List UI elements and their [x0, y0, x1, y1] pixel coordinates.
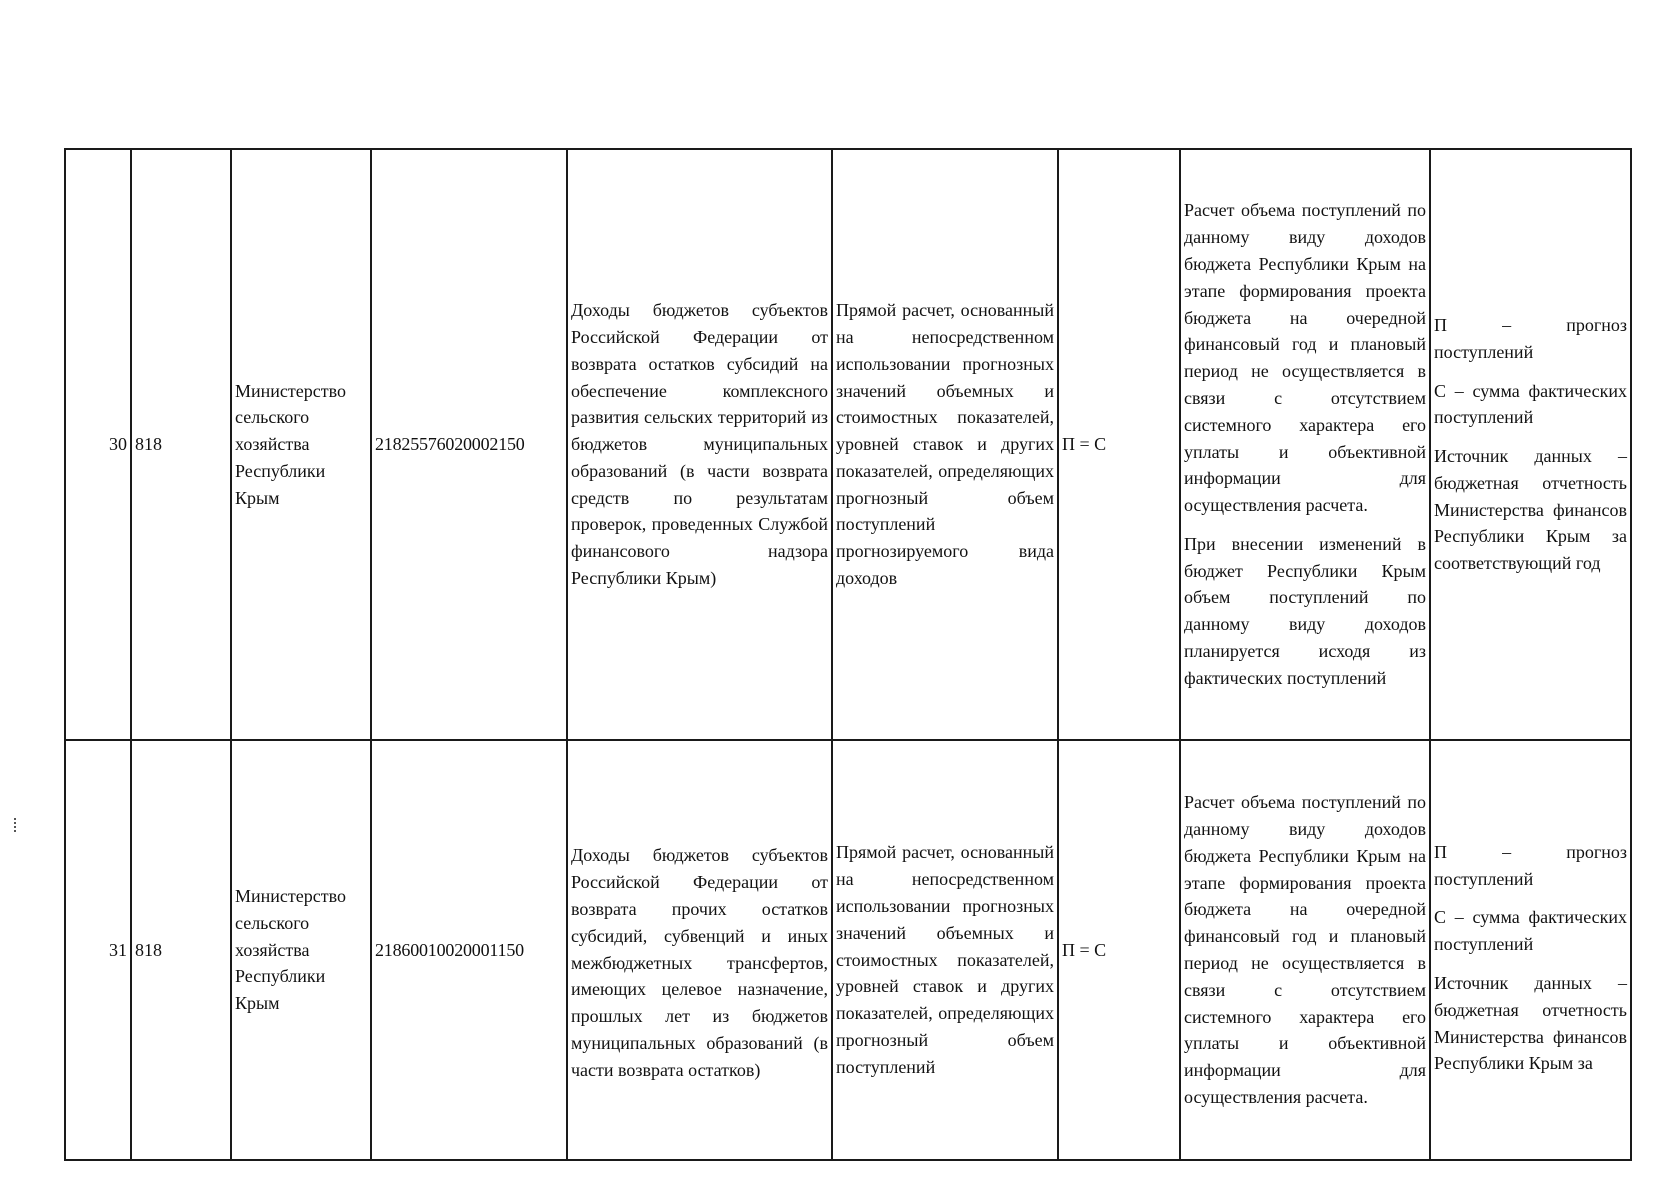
indicator-paragraph: П – прогноз поступлений — [1434, 841, 1627, 889]
indicators-cell — [1430, 740, 1631, 1160]
admin-code-cell: 818 — [131, 740, 231, 1160]
row-number-cell: 30 — [65, 149, 131, 740]
row-number-cell: 31 — [65, 740, 131, 1160]
scan-edge-mark — [14, 818, 18, 832]
algorithm-paragraph: Расчет объема поступлений по данному виду доходов бюджета Республики Крым на этапе формирования проекта бюджета на очередной финансовый год и плановый период не осуществляется в связи с отсутствием системного характера его уплаты и объективной информации для осуществления расчета. — [1184, 792, 1426, 1107]
indicator-paragraph: Источник данных – бюджетная отчетность Министерства финансов Республики Крым за соответствующий год — [1434, 446, 1627, 574]
income-forecast-table — [64, 148, 1632, 1161]
indicators-cell — [1430, 149, 1631, 740]
algorithm-paragraph: При внесении изменений в бюджет Республики Крым объем поступлений по данному виду доходов планируется исходя из фактических поступлений — [1184, 533, 1426, 688]
budget-code-cell: 21825576020002150 — [371, 149, 567, 740]
indicator-paragraph: П – прогноз поступлений — [1434, 314, 1627, 362]
indicator-paragraph: С – сумма фактических поступлений — [1434, 907, 1627, 955]
budget-code-cell: 21860010020001150 — [371, 740, 567, 1160]
calculation-algorithm-cell — [1180, 149, 1430, 740]
calculation-method-cell: Прямой расчет, основанный на непосредственном использовании прогнозных значений объемных и стоимостных показателей, уровней ставок и других показателей, определяющих прогнозный объем поступлений прогнозируемого вида доходов — [832, 149, 1058, 740]
formula-cell: П = С — [1058, 149, 1180, 740]
income-name-cell: Доходы бюджетов субъектов Российской Федерации от возврата остатков субсидий на обеспечение комплексного развития сельских территорий из бюджетов муниципальных образований (в части возврата средств по результатам проверок, проведенных Службой финансового надзора Республики Крым) — [567, 149, 832, 740]
formula-cell: П = С — [1058, 740, 1180, 1160]
table-row — [65, 149, 1631, 740]
organization-cell: Министерство сельского хозяйства Республики Крым — [231, 149, 371, 740]
indicator-paragraph: Источник данных – бюджетная отчетность Министерства финансов Республики Крым за — [1434, 973, 1627, 1074]
calculation-algorithm-cell — [1180, 740, 1430, 1160]
algorithm-paragraph: Расчет объема поступлений по данному виду доходов бюджета Республики Крым на этапе формирования проекта бюджета на очередной финансовый год и плановый период не осуществляется в связи с отсутствием системного характера его уплаты и объективной информации для осуществления расчета. — [1184, 200, 1426, 516]
calculation-method-cell: Прямой расчет, основанный на непосредственном использовании прогнозных значений объемных и стоимостных показателей, уровней ставок и других показателей, определяющих прогнозный объем поступлений — [832, 740, 1058, 1160]
income-name-cell: Доходы бюджетов субъектов Российской Федерации от возврата прочих остатков субсидий, субвенций и иных межбюджетных трансфертов, имеющих целевое назначение, прошлых лет из бюджетов муниципальных образований (в части возврата остатков) — [567, 740, 832, 1160]
indicator-paragraph: С – сумма фактических поступлений — [1434, 380, 1627, 428]
organization-cell: Министерство сельского хозяйства Республики Крым — [231, 740, 371, 1160]
admin-code-cell: 818 — [131, 149, 231, 740]
table-row — [65, 740, 1631, 1160]
